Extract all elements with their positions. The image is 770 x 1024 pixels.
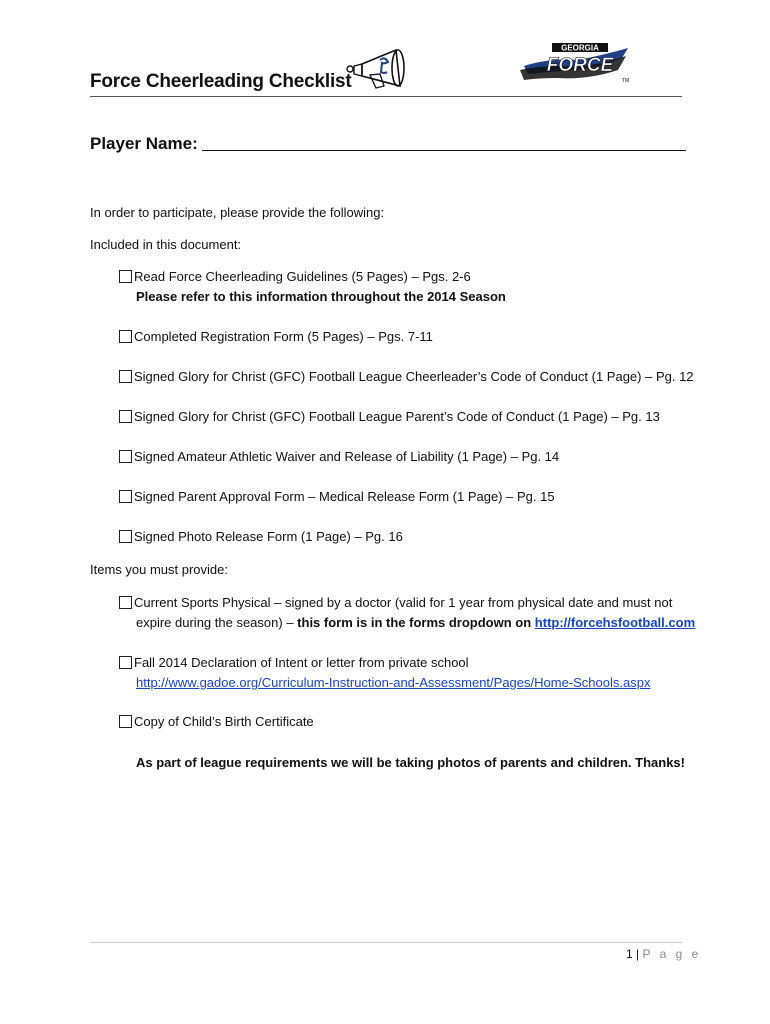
checkbox[interactable] [119, 270, 132, 283]
physical-note: this form is in the forms dropdown on [297, 615, 532, 630]
guidelines-note: Please refer to this information throughout the 2014 Season [136, 289, 506, 304]
logo-text-main: FORCE [546, 55, 614, 76]
checklist-item-label: Current Sports Physical – signed by a doctor (valid for 1 year from physical date and must not [134, 595, 673, 610]
closing-note: As part of league requirements we will be taking photos of parents and children. Thanks! [136, 755, 685, 770]
checkbox[interactable] [119, 530, 132, 543]
checklist-item-label: Fall 2014 Declaration of Intent or letter from private school [134, 655, 469, 670]
checkbox[interactable] [119, 490, 132, 503]
checklist-item-label: Signed Parent Approval Form – Medical Release Form (1 Page) – Pg. 15 [134, 489, 555, 504]
page-word: P a g e [642, 947, 702, 961]
checklist-item-parent-code [119, 409, 660, 425]
intro-text: In order to participate, please provide the following: [90, 205, 385, 220]
footer-rule [90, 942, 682, 943]
checklist-item-waiver [119, 449, 559, 465]
checklist-item-registration [119, 329, 433, 345]
checklist-item-declaration [119, 655, 469, 671]
player-name-label: Player Name: [90, 134, 198, 153]
logo-text-top: GEORGIA [561, 43, 599, 53]
player-name-field[interactable] [202, 149, 686, 151]
player-name-row [90, 134, 686, 154]
checklist-item-cheer-code [119, 369, 694, 385]
checkbox[interactable] [119, 370, 132, 383]
provide-heading: Items you must provide: [90, 562, 228, 577]
checkbox[interactable] [119, 330, 132, 343]
gadoe-link[interactable]: http://www.gadoe.org/Curriculum-Instruction-and-Assessment/Pages/Home-Schools.aspx [136, 675, 651, 690]
georgia-force-logo [518, 40, 633, 85]
checklist-item-label: Signed Glory for Christ (GFC) Football League Parent’s Code of Conduct (1 Page) – Pg. 13 [134, 409, 660, 424]
megaphone-icon [340, 46, 412, 94]
checklist-item-label: Copy of Child’s Birth Certificate [134, 714, 314, 729]
checklist-item-medical-release [119, 489, 555, 505]
checklist-item-label: Signed Photo Release Form (1 Page) – Pg. 16 [134, 529, 403, 544]
checklist-item-label: Signed Amateur Athletic Waiver and Release of Liability (1 Page) – Pg. 14 [134, 449, 560, 464]
page-number [626, 947, 701, 961]
gadoe-link-row [136, 675, 650, 691]
checkbox[interactable] [119, 596, 132, 609]
included-heading: Included in this document: [90, 237, 242, 252]
checklist-item-guidelines [119, 269, 471, 285]
checkbox[interactable] [119, 410, 132, 423]
logo-tm: TM [622, 78, 630, 84]
page-title: Force Cheerleading Checklist [90, 71, 352, 92]
checklist-item-label: Completed Registration Form (5 Pages) – Pgs. 7-11 [134, 329, 433, 344]
checklist-item-physical [119, 595, 672, 611]
checkbox[interactable] [119, 450, 132, 463]
forcehsfootball-link[interactable]: http://forcehsfootball.com [534, 615, 696, 630]
checkbox[interactable] [119, 656, 132, 669]
header-rule [90, 96, 682, 97]
physical-text: expire during the season) – [136, 615, 294, 630]
checklist-item-birth-certificate [119, 714, 314, 730]
page-separator: | [636, 947, 640, 961]
checklist-item-label: Signed Glory for Christ (GFC) Football League Cheerleader’s Code of Conduct (1 Page) – Pg. 12 [134, 369, 694, 384]
checklist-item-photo-release [119, 529, 403, 545]
physical-line-2 [136, 615, 695, 631]
checklist-item-label: Read Force Cheerleading Guidelines (5 Pages) – Pgs. 2-6 [134, 269, 471, 284]
checkbox[interactable] [119, 715, 132, 728]
page-number-value: 1 [626, 947, 633, 961]
